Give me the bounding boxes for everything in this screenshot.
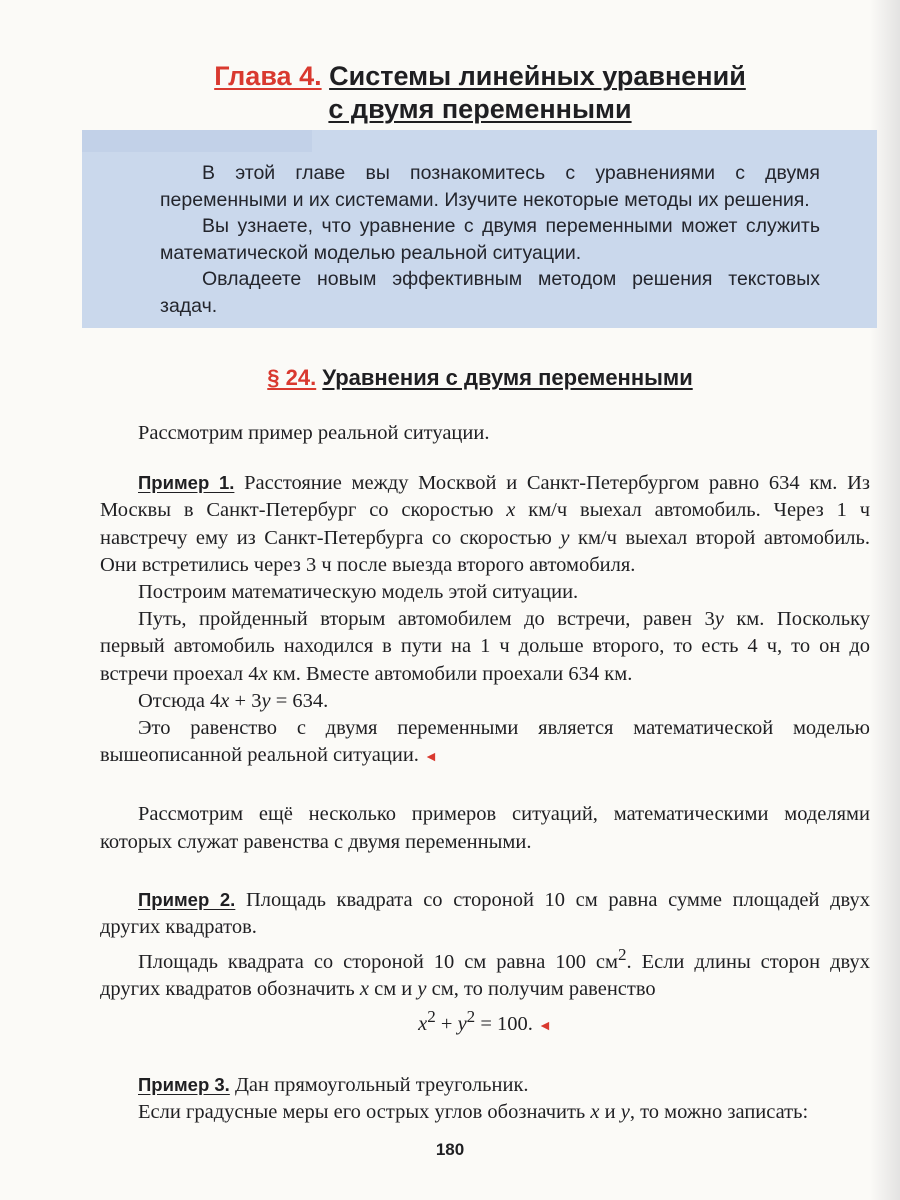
main-text	[100, 420, 870, 1126]
example-3-label: Пример 3.	[138, 1073, 230, 1095]
chapter-intro-box-tab	[82, 130, 312, 152]
example-2-formula: $x^2 + y^2 = 100$. ◄	[418, 1007, 552, 1036]
example-1-equation: Отсюда 4x + 3y = 634.	[138, 689, 329, 712]
more-examples-paragraph: Рассмотрим ещё несколько примеров ситуаций, математическими моделями которых служат равенства с двумя переменными.	[100, 803, 870, 853]
chapter-intro-text	[160, 160, 820, 319]
section-title-text: Уравнения с двумя переменными	[322, 365, 693, 390]
end-of-example-marker: ◄	[424, 750, 438, 766]
example-1-paragraph-2: Построим математическую модель этой ситуации.	[138, 581, 579, 604]
chapter-title-line2: с двумя переменными	[328, 94, 632, 124]
example-2-solution: Площадь квадрата со стороной 10 см равна 100 $см^2$. Если длины сторон двух других квадратов обозначить x см и y см, то получим равенство	[100, 945, 870, 1001]
chapter-title	[150, 60, 810, 126]
example-3-statement: Пример 3. Дан прямоугольный треугольник.	[138, 1073, 529, 1096]
section-number: § 24.	[267, 365, 317, 390]
example-2-statement: Пример 2. Площадь квадрата со стороной 10 см равна сумме площадей двух других квадратов.	[100, 888, 870, 939]
intro-sentence: Рассмотрим пример реальной ситуации.	[138, 422, 490, 444]
example-3-continuation: Если градусные меры его острых углов обозначить x и y, то можно записать:	[138, 1100, 809, 1123]
intro-paragraph-3: Овладеете новым эффективным методом решения текстовых задач.	[160, 268, 820, 317]
intro-paragraph-2: Вы узнаете, что уравнение с двумя переменными может служить математической моделью реальной ситуации.	[160, 215, 820, 264]
example-1-paragraph-3: Путь, пройденный вторым автомобилем до встречи, равен 3y км. Поскольку первый автомобиль находился в пути на 1 ч дольше второго, то есть 4 ч, то он до встречи проехал 4x км. Вместе автомобили проехали 634 км.	[100, 608, 870, 685]
section-title	[150, 365, 810, 391]
chapter-number: Глава 4.	[214, 61, 322, 91]
end-of-example-marker: ◄	[538, 1019, 552, 1035]
intro-paragraph-1: В этой главе вы познакомитесь с уравнениями с двумя переменными и их системами. Изучите некоторые методы их решения.	[160, 162, 820, 211]
example-2-label: Пример 2.	[138, 888, 236, 910]
example-1-statement: Пример 1. Расстояние между Москвой и Санкт-Петербургом равно 634 км. Из Москвы в Санкт-Петербург со скоростью x км/ч выехал автомобиль. Через 1 ч навстречу ему из Санкт-Петербурга со скоростью y км/ч выехал второй автомобиль. Они встретились через 3 ч после выезда второго автомобиля.	[100, 472, 871, 576]
page-number: 180	[435, 1140, 465, 1159]
example-1-label: Пример 1.	[138, 472, 235, 494]
chapter-title-line1: Системы линейных уравнений	[329, 61, 746, 91]
example-1-conclusion: Это равенство с двумя переменными является математической моделью вышеописанной реальной ситуации. ◄	[100, 717, 870, 767]
